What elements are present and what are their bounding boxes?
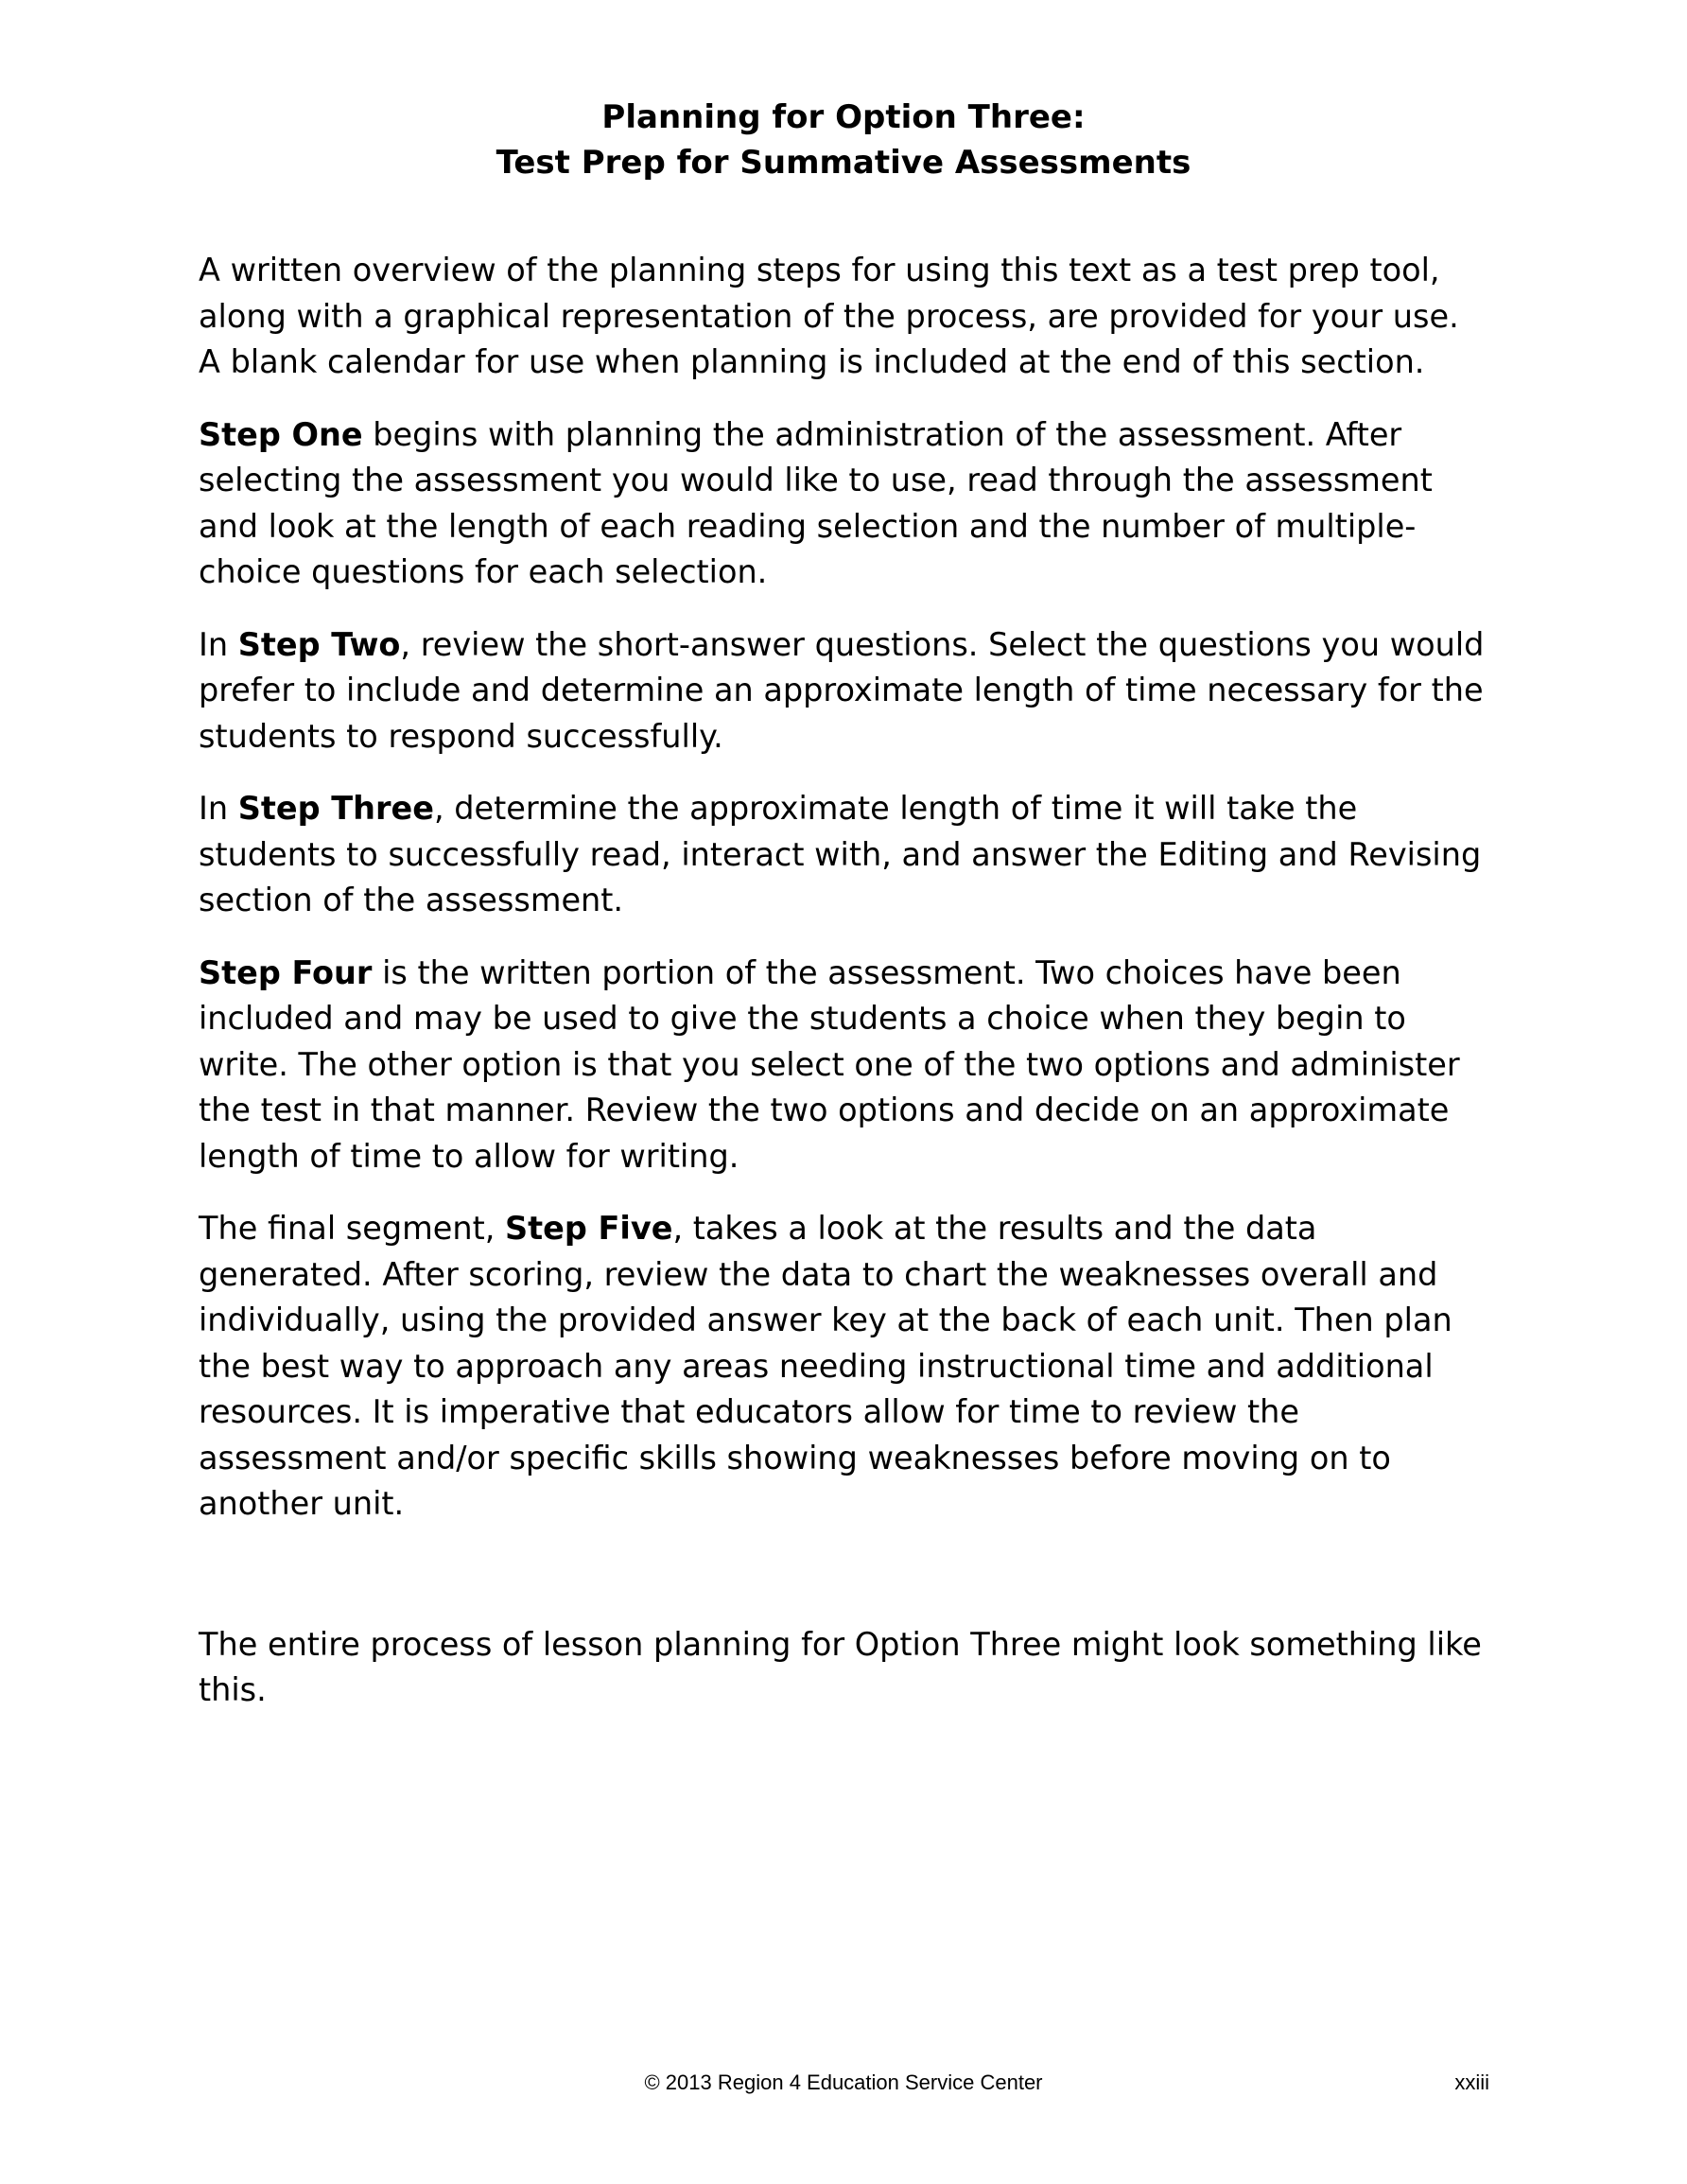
- step-two-paragraph: [199, 622, 1485, 760]
- step-three-text: , determine the approximate length of time it will take the students to successfully read, interact with, and answer the Editing and Revising section of the assessment.: [199, 790, 1482, 918]
- step-four-text: is the written portion of the assessment. Two choices have been included and may be used to give the students a choice when they begin to write. The other option is that you select one of the two options and administer the test in that manner. Review the two options and decide on an approximate length of time to allow for writing.: [199, 953, 1460, 1175]
- step-three-prefix: In: [199, 790, 238, 827]
- step-five-paragraph: [199, 1206, 1485, 1528]
- title-line-2: Test Prep for Summative Assessments: [496, 144, 1191, 182]
- step-two-text: , review the short-answer questions. Select the questions you would prefer to include and determine an approximate length of time necessary for the students to respond successfully.: [199, 625, 1485, 755]
- step-one-label: Step One: [199, 415, 363, 453]
- step-three-paragraph: [199, 786, 1485, 924]
- step-four-label: Step Four: [199, 953, 373, 991]
- step-five-text: , takes a look at the results and the data generated. After scoring, review the data to chart the weaknesses overall and individually, using the provided answer key at the back of each unit. Then plan the best way to approach any areas needing instructional time and additional resources. It is imperative that educators allow for time to review the assessment and/or specific skills showing weaknesses before moving on to another unit.: [199, 1210, 1452, 1522]
- title-line-1: Planning for Option Three:: [601, 98, 1086, 136]
- closing-paragraph: The entire process of lesson planning for Option Three might look something like this.: [199, 1625, 1482, 1708]
- step-five-label: Step Five: [505, 1210, 673, 1247]
- step-three-label: Step Three: [237, 790, 434, 827]
- intro-paragraph: A written overview of the planning steps for using this text as a test prep tool, along with a graphical representation of the process, are provided for your use. A blank calendar for use when planning is included at the end of this section.: [199, 252, 1459, 380]
- body-text: [199, 248, 1485, 1740]
- footer-page-number: xxiii: [1454, 2070, 1489, 2094]
- step-four-paragraph: [199, 951, 1485, 1180]
- step-five-prefix: The final segment,: [199, 1210, 506, 1247]
- step-two-label: Step Two: [237, 625, 401, 663]
- step-two-prefix: In: [199, 625, 238, 663]
- step-one-paragraph: [199, 412, 1485, 596]
- page-title: [0, 95, 1687, 185]
- footer-copyright: © 2013 Region 4 Education Service Center: [644, 2070, 1043, 2094]
- step-one-text: begins with planning the administration of the assessment. After selecting the assessment you would like to use, read through the assessment and look at the length of each reading selection and the number of multiple-choice questions for each selection.: [199, 415, 1433, 590]
